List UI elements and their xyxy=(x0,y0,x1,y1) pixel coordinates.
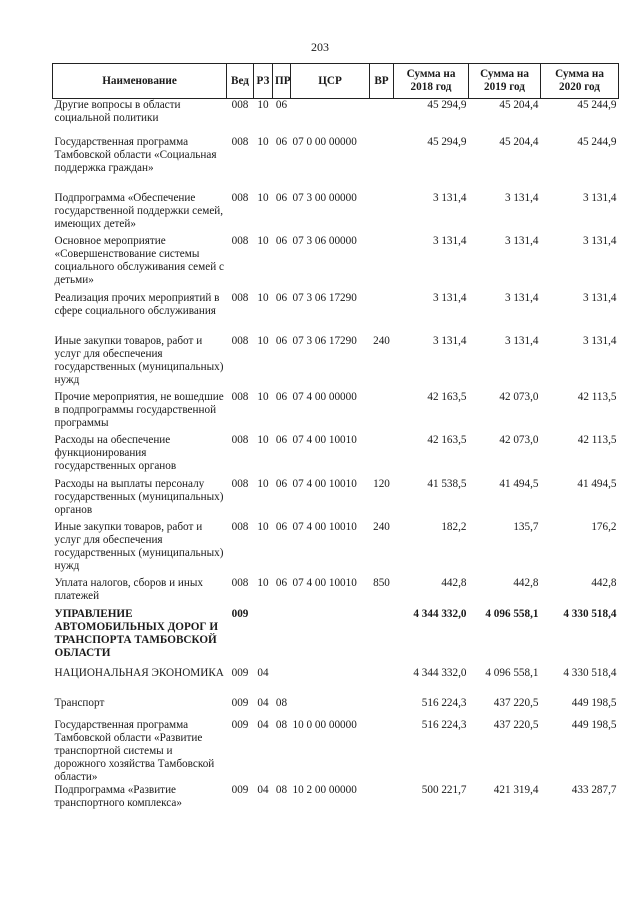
row-csr: 07 3 06 17290 xyxy=(292,291,357,304)
row-rz: 10 xyxy=(257,234,269,247)
row-ved: 008 xyxy=(231,520,249,533)
row-ved: 009 xyxy=(231,666,249,679)
table-row xyxy=(53,192,619,235)
row-pr: 06 xyxy=(275,520,288,533)
row-pr: 08 xyxy=(275,718,288,731)
row-rz: 10 xyxy=(257,99,269,111)
table-row xyxy=(53,784,619,826)
row-sum-2018: 3 131,4 xyxy=(432,334,467,347)
row-name: Государственная программа Тамбовской области «Развитие транспортной системы и дорожного хозяйства Тамбовской области» xyxy=(54,718,215,783)
row-sum-2019: 3 131,4 xyxy=(504,291,539,304)
row-pr: 06 xyxy=(275,99,288,111)
row-rz: 10 xyxy=(257,576,269,589)
row-name: Подпрограмма «Развитие транспортного комплекса» xyxy=(54,783,182,809)
table-row xyxy=(53,434,619,478)
table-row xyxy=(53,719,619,784)
row-ved: 008 xyxy=(231,334,249,347)
row-csr: 07 4 00 10010 xyxy=(292,477,357,490)
row-csr: 07 3 06 00000 xyxy=(292,234,357,247)
row-sum-2018: 3 131,4 xyxy=(432,291,467,304)
table-row xyxy=(53,577,619,608)
row-sum-2018: 516 224,3 xyxy=(421,718,467,731)
row-sum-2020: 45 244,9 xyxy=(577,99,617,111)
row-name: НАЦИОНАЛЬНАЯ ЭКОНОМИКА xyxy=(54,666,224,679)
table-body xyxy=(53,99,619,826)
row-ved: 008 xyxy=(231,576,249,589)
row-csr: 07 4 00 10010 xyxy=(292,576,357,589)
row-pr: 08 xyxy=(275,696,288,709)
table-row xyxy=(53,335,619,391)
row-pr xyxy=(273,667,291,697)
row-sum-2020: 433 287,7 xyxy=(571,783,617,796)
row-ved: 008 xyxy=(231,433,249,446)
row-csr: 07 4 00 00000 xyxy=(292,390,357,403)
row-csr xyxy=(291,697,370,719)
row-sum-2018: 182,2 xyxy=(441,520,467,533)
header-sum-2020: Сумма на 2020 год xyxy=(541,64,619,99)
row-name: Иные закупки товаров, работ и услуг для обеспечения государственных (муниципальных) нужд xyxy=(54,334,224,386)
row-vr xyxy=(370,99,394,136)
row-vr: 120 xyxy=(373,477,390,490)
table-row xyxy=(53,521,619,577)
row-rz: 10 xyxy=(257,433,269,446)
row-vr: 240 xyxy=(373,520,390,533)
row-csr xyxy=(291,99,370,136)
row-name: УПРАВЛЕНИЕ АВТОМОБИЛЬНЫХ ДОРОГ И ТРАНСПОРТА ТАМБОВСКОЙ ОБЛАСТИ xyxy=(54,607,219,659)
row-name: Подпрограмма «Обеспечение государственной поддержки семей, имеющих детей» xyxy=(54,191,224,230)
row-sum-2019: 135,7 xyxy=(513,520,539,533)
row-sum-2020: 42 113,5 xyxy=(577,390,617,403)
row-sum-2019: 3 131,4 xyxy=(504,234,539,247)
row-sum-2018: 42 163,5 xyxy=(427,433,467,446)
row-sum-2020: 449 198,5 xyxy=(571,718,617,731)
row-rz: 10 xyxy=(257,135,269,148)
row-rz: 10 xyxy=(257,477,269,490)
row-csr xyxy=(291,608,370,667)
row-ved: 008 xyxy=(231,191,249,204)
row-ved: 008 xyxy=(231,135,249,148)
row-sum-2019: 421 319,4 xyxy=(493,783,539,796)
row-rz xyxy=(254,608,273,667)
row-csr xyxy=(291,667,370,697)
table-row xyxy=(53,292,619,335)
row-name: Расходы на выплаты персоналу государственных (муниципальных) органов xyxy=(54,477,224,516)
row-pr: 08 xyxy=(275,783,288,796)
table-row xyxy=(53,235,619,292)
row-vr xyxy=(370,292,394,335)
budget-table xyxy=(52,63,619,826)
row-sum-2020: 176,2 xyxy=(591,520,617,533)
row-name: Государственная программа Тамбовской области «Социальная поддержка граждан» xyxy=(54,135,217,174)
row-name: Другие вопросы в области социальной политики xyxy=(54,99,181,124)
row-vr xyxy=(370,667,394,697)
header-name: Наименование xyxy=(53,64,227,99)
row-sum-2018: 3 131,4 xyxy=(432,191,467,204)
row-rz: 04 xyxy=(257,696,269,709)
row-rz: 04 xyxy=(257,718,269,731)
row-vr xyxy=(370,784,394,826)
table-row xyxy=(53,608,619,667)
row-rz: 04 xyxy=(257,783,269,796)
row-sum-2018: 45 294,9 xyxy=(427,135,467,148)
row-sum-2020: 3 131,4 xyxy=(582,234,617,247)
row-sum-2018: 45 294,9 xyxy=(427,99,467,111)
row-csr: 07 4 00 10010 xyxy=(292,520,357,533)
row-name: Основное мероприятие «Совершенствование системы социального обслуживания семей с детьми» xyxy=(54,234,224,286)
row-sum-2020: 45 244,9 xyxy=(577,135,617,148)
header-sum-2019: Сумма на 2019 год xyxy=(469,64,541,99)
row-name: Реализация прочих мероприятий в сфере социального обслуживания xyxy=(54,291,220,317)
row-vr xyxy=(370,434,394,478)
row-pr: 06 xyxy=(275,291,288,304)
row-sum-2020: 3 131,4 xyxy=(582,191,617,204)
row-sum-2019: 437 220,5 xyxy=(493,718,539,731)
row-csr: 07 0 00 00000 xyxy=(292,135,357,148)
row-sum-2019: 42 073,0 xyxy=(499,390,539,403)
row-sum-2019: 442,8 xyxy=(513,576,539,589)
row-sum-2020: 449 198,5 xyxy=(571,696,617,709)
row-pr: 06 xyxy=(275,191,288,204)
row-sum-2018: 500 221,7 xyxy=(421,783,467,796)
table-row xyxy=(53,136,619,192)
row-rz: 10 xyxy=(257,390,269,403)
table-header-row xyxy=(53,64,619,99)
row-csr: 07 3 06 17290 xyxy=(292,334,357,347)
row-pr: 06 xyxy=(275,477,288,490)
row-sum-2018: 42 163,5 xyxy=(427,390,467,403)
row-ved: 008 xyxy=(231,99,249,111)
row-ved: 009 xyxy=(231,607,249,620)
row-vr xyxy=(370,136,394,192)
row-ved: 008 xyxy=(231,390,249,403)
row-sum-2018: 41 538,5 xyxy=(427,477,467,490)
row-sum-2019: 4 096 558,1 xyxy=(485,666,539,679)
row-vr: 240 xyxy=(373,334,390,347)
row-vr xyxy=(370,697,394,719)
table-row xyxy=(53,478,619,521)
row-sum-2019: 45 204,4 xyxy=(499,99,539,111)
row-sum-2018: 4 344 332,0 xyxy=(413,607,467,620)
row-ved: 008 xyxy=(231,234,249,247)
row-vr xyxy=(370,192,394,235)
row-rz: 10 xyxy=(257,334,269,347)
table-row xyxy=(53,99,619,136)
row-sum-2020: 3 131,4 xyxy=(582,334,617,347)
row-pr xyxy=(273,608,291,667)
row-sum-2019: 45 204,4 xyxy=(499,135,539,148)
row-name: Прочие мероприятия, не вошедшие в подпрограммы государственной программы xyxy=(54,390,224,429)
row-csr: 10 0 00 00000 xyxy=(292,718,357,731)
row-name: Расходы на обеспечение функционирования государственных органов xyxy=(54,433,177,472)
header-rz: РЗ xyxy=(254,64,273,99)
row-sum-2019: 42 073,0 xyxy=(499,433,539,446)
row-name: Уплата налогов, сборов и иных платежей xyxy=(54,576,204,602)
row-vr xyxy=(370,608,394,667)
row-ved: 008 xyxy=(231,291,249,304)
row-pr: 06 xyxy=(275,390,288,403)
row-sum-2019: 41 494,5 xyxy=(499,477,539,490)
row-sum-2020: 41 494,5 xyxy=(577,477,617,490)
row-csr: 07 4 00 10010 xyxy=(292,433,357,446)
row-rz: 04 xyxy=(257,666,269,679)
row-pr: 06 xyxy=(275,334,288,347)
row-rz: 10 xyxy=(257,520,269,533)
row-ved: 009 xyxy=(231,718,249,731)
row-pr: 06 xyxy=(275,433,288,446)
header-sum-2018: Сумма на 2018 год xyxy=(394,64,469,99)
row-pr: 06 xyxy=(275,135,288,148)
row-name: Транспорт xyxy=(54,696,105,709)
row-sum-2020: 42 113,5 xyxy=(577,433,617,446)
row-csr: 10 2 00 00000 xyxy=(292,783,357,796)
row-sum-2018: 516 224,3 xyxy=(421,696,467,709)
row-sum-2018: 4 344 332,0 xyxy=(413,666,467,679)
table-row xyxy=(53,391,619,434)
row-vr xyxy=(370,719,394,784)
row-sum-2019: 3 131,4 xyxy=(504,191,539,204)
row-sum-2020: 442,8 xyxy=(591,576,617,589)
row-sum-2019: 4 096 558,1 xyxy=(485,607,539,620)
row-vr xyxy=(370,235,394,292)
header-csr: ЦСР xyxy=(291,64,370,99)
row-sum-2019: 437 220,5 xyxy=(493,696,539,709)
row-pr: 06 xyxy=(275,234,288,247)
row-sum-2018: 442,8 xyxy=(441,576,467,589)
header-vr: ВР xyxy=(370,64,394,99)
row-sum-2020: 3 131,4 xyxy=(582,291,617,304)
row-name: Иные закупки товаров, работ и услуг для обеспечения государственных (муниципальных) нужд xyxy=(54,520,224,572)
table-row xyxy=(53,667,619,697)
row-rz: 10 xyxy=(257,291,269,304)
row-pr: 06 xyxy=(275,576,288,589)
row-vr xyxy=(370,391,394,434)
row-ved: 008 xyxy=(231,477,249,490)
row-sum-2020: 4 330 518,4 xyxy=(563,666,617,679)
row-ved: 009 xyxy=(231,696,249,709)
header-pr: ПР xyxy=(273,64,291,99)
row-vr: 850 xyxy=(373,576,390,589)
row-sum-2019: 3 131,4 xyxy=(504,334,539,347)
table-row xyxy=(53,697,619,719)
page-number: 203 xyxy=(311,40,329,54)
row-sum-2020: 4 330 518,4 xyxy=(563,607,617,620)
row-sum-2018: 3 131,4 xyxy=(432,234,467,247)
row-ved: 009 xyxy=(231,783,249,796)
header-ved: Вед xyxy=(227,64,254,99)
row-rz: 10 xyxy=(257,191,269,204)
row-csr: 07 3 00 00000 xyxy=(292,191,357,204)
